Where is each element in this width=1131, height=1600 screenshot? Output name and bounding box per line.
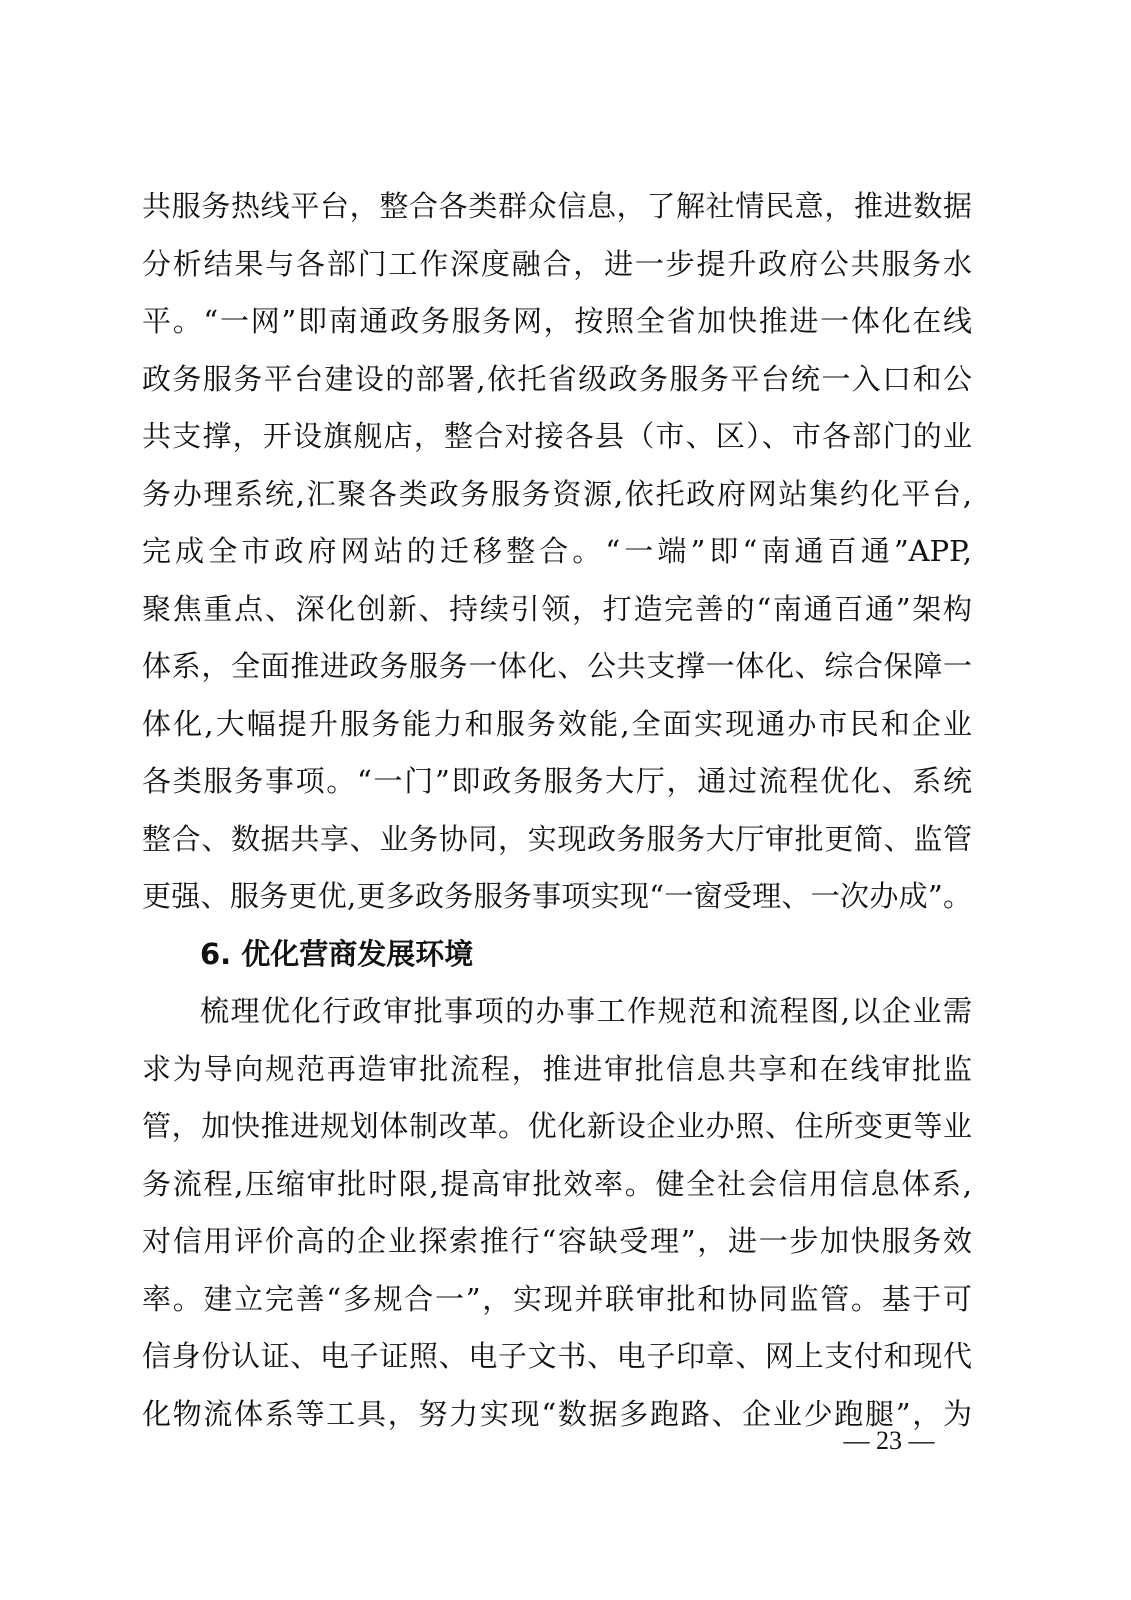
paragraph-line: 管，加快推进规划体制改革。优化新设企业办照、住所变更等业 — [142, 1109, 972, 1143]
paragraph-line: 率。建立完善“多规合一”，实现并联审批和协同监管。基于可 — [142, 1281, 972, 1316]
paragraph-line: 对信用评价高的企业探索推行“容缺受理”，进一步加快服务效 — [142, 1224, 972, 1258]
section-heading: 6. 优化营商发展环境 — [200, 936, 474, 971]
paragraph-line: 共服务热线平台，整合各类群众信息，了解社情民意，推进数据 — [142, 189, 972, 223]
paragraph-line: 更强、服务更优,更多政务服务事项实现“一窗受理、一次办成”。 — [142, 879, 972, 913]
paragraph-line: 务流程,压缩审批时限,提高审批效率。健全社会信用信息体系, — [142, 1166, 972, 1201]
paragraph-line: 各类服务事项。“一门”即政务服务大厅，通过流程优化、系统 — [142, 764, 972, 798]
paragraph-line: 平。“一网”即南通政务服务网，按照全省加快推进一体化在线 — [142, 304, 972, 338]
paragraph-line: 求为导向规范再造审批流程，推进审批信息共享和在线审批监 — [142, 1051, 972, 1086]
paragraph-line: 聚焦重点、深化创新、持续引领，打造完善的“南通百通”架构 — [142, 591, 972, 626]
paragraph-line: 政务服务平台建设的部署,依托省级政务服务平台统一入口和公 — [142, 361, 972, 396]
paragraph-line: 共支撑，开设旗舰店，整合对接各县（市、区）、市各部门的业 — [142, 419, 972, 453]
page-number: — 23 — — [843, 1426, 935, 1455]
paragraph-line: 信身份认证、电子证照、电子文书、电子印章、网上支付和现代 — [142, 1339, 972, 1373]
paragraph-line: 务办理系统,汇聚各类政务服务资源,依托政府网站集约化平台, — [142, 476, 972, 511]
paragraph-line: 整合、数据共享、业务协同，实现政务服务大厅审批更简、监管 — [142, 821, 972, 856]
paragraph-line: 完成全市政府网站的迁移整合。“一端”即“南通百通”APP, — [142, 534, 972, 568]
paragraph-line: 分析结果与各部门工作深度融合，进一步提升政府公共服务水 — [142, 246, 972, 281]
body-text — [142, 178, 972, 1443]
paragraph-line: 体化,大幅提升服务能力和服务效能,全面实现通办市民和企业 — [142, 706, 972, 741]
paragraph-line: 梳理优化行政审批事项的办事工作规范和流程图,以企业需 — [200, 994, 972, 1028]
paragraph-line: 体系，全面推进政务服务一体化、公共支撑一体化、综合保障一 — [142, 649, 972, 683]
paragraph-line: 化物流体系等工具，努力实现“数据多跑路、企业少跑腿”，为 — [142, 1396, 972, 1431]
